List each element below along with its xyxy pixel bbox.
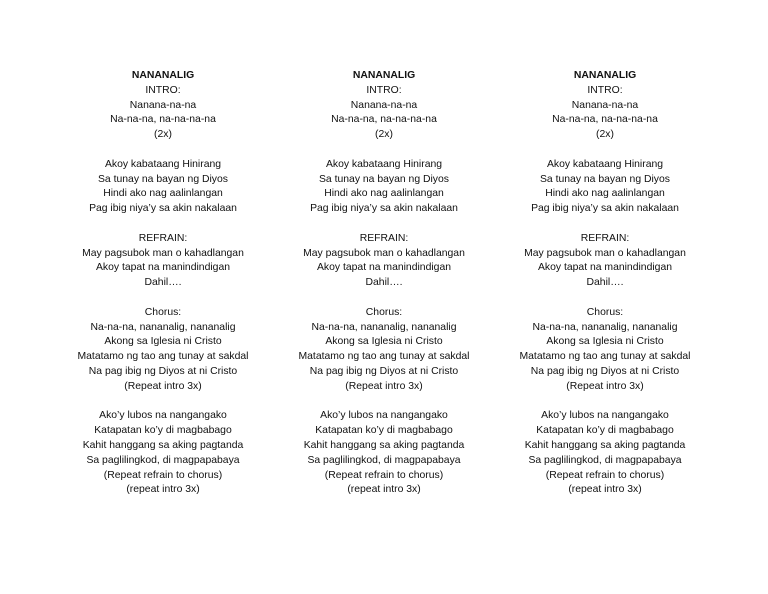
outro-line: Ako’y lubos na nangangako [541,410,669,422]
outro-line: Katapatan ko’y di magbabago [315,425,453,437]
verse-line: Hindi ako nag aalinlangan [324,188,444,200]
chorus-label: Chorus: [365,306,403,318]
refrain-label: REFRAIN: [138,232,188,244]
chorus-line: Na pag ibig ng Diyos at ni Cristo [309,365,459,377]
outro-line: Sa paglilingkod, di magpapabaya [307,454,461,466]
chorus-line: Akong sa Iglesia ni Cristo [546,336,664,348]
stanza-gap [43,217,283,232]
outro-line: Ako’y lubos na nangangako [99,410,227,422]
stanza-gap [485,143,725,158]
outro-line: Ako’y lubos na nangangako [320,410,448,422]
song-title: NANANALIG [573,70,637,81]
chorus-note: (Repeat intro 3x) [345,380,423,392]
intro-label: INTRO: [366,84,402,96]
outro-line: Kahit hanggang sa aking pagtanda [303,439,465,451]
outro-note: (repeat intro 3x) [568,484,642,496]
intro-line: Na-na-na, na-na-na-na [331,114,437,126]
refrain-label: REFRAIN: [580,232,630,244]
chorus-line: Na-na-na, nananalig, nananalig [311,321,457,333]
chorus-line: Na pag ibig ng Diyos at ni Cristo [530,365,680,377]
verse-line: Sa tunay na bayan ng Diyos [540,173,670,185]
stanza-gap [485,291,725,306]
refrain-line: May pagsubok man o kahadlangan [524,247,686,259]
intro-label: INTRO: [145,84,181,96]
refrain-line: Akoy tapat na manindindigan [316,262,452,274]
outro-line: Kahit hanggang sa aking pagtanda [82,439,244,451]
outro-line: Katapatan ko’y di magbabago [536,425,674,437]
verse-line: Sa tunay na bayan ng Diyos [319,173,449,185]
outro-line: Katapatan ko’y di magbabago [94,425,232,437]
intro-line: Nanana-na-na [571,99,639,111]
outro-note: (Repeat refrain to chorus) [324,469,444,481]
lyrics-column-2 [264,69,504,498]
refrain-line: Dahil…. [365,277,403,289]
intro-line: Nanana-na-na [129,99,197,111]
chorus-line: Matatamo ng tao ang tunay at sakdal [519,351,691,363]
verse-line: Pag ibig niya’y sa akin nakalaan [531,203,679,215]
stanza-gap [43,143,283,158]
outro-note: (Repeat refrain to chorus) [545,469,665,481]
stanza-gap [485,395,725,410]
chorus-line: Matatamo ng tao ang tunay at sakdal [77,351,249,363]
stanza-gap [264,395,504,410]
refrain-line: May pagsubok man o kahadlangan [82,247,244,259]
chorus-line: Na-na-na, nananalig, nananalig [532,321,678,333]
intro-repeat: (2x) [154,129,172,141]
outro-line: Sa paglilingkod, di magpapabaya [86,454,240,466]
verse-line: Pag ibig niya’y sa akin nakalaan [310,203,458,215]
chorus-line: Akong sa Iglesia ni Cristo [104,336,222,348]
chorus-label: Chorus: [144,306,182,318]
verse-line: Pag ibig niya’y sa akin nakalaan [89,203,237,215]
verse-line: Akoy kabataang Hinirang [104,158,222,170]
stanza-gap [264,143,504,158]
chorus-line: Na-na-na, nananalig, nananalig [90,321,236,333]
intro-line: Na-na-na, na-na-na-na [110,114,216,126]
verse-line: Hindi ako nag aalinlangan [545,188,665,200]
song-title: NANANALIG [131,70,195,81]
intro-line: Na-na-na, na-na-na-na [552,114,658,126]
refrain-label: REFRAIN: [359,232,409,244]
chorus-line: Matatamo ng tao ang tunay at sakdal [298,351,470,363]
outro-line: Sa paglilingkod, di magpapabaya [528,454,682,466]
outro-line: Kahit hanggang sa aking pagtanda [524,439,686,451]
verse-line: Hindi ako nag aalinlangan [103,188,223,200]
song-title: NANANALIG [352,70,416,81]
refrain-line: Akoy tapat na manindindigan [95,262,231,274]
chorus-line: Akong sa Iglesia ni Cristo [325,336,443,348]
refrain-line: Dahil…. [586,277,624,289]
intro-line: Nanana-na-na [350,99,418,111]
verse-line: Akoy kabataang Hinirang [546,158,664,170]
outro-note: (Repeat refrain to chorus) [103,469,223,481]
stanza-gap [485,217,725,232]
outro-note: (repeat intro 3x) [347,484,421,496]
lyrics-column-3 [485,69,725,498]
stanza-gap [43,395,283,410]
refrain-line: Dahil…. [144,277,182,289]
chorus-note: (Repeat intro 3x) [124,380,202,392]
verse-line: Sa tunay na bayan ng Diyos [98,173,228,185]
intro-repeat: (2x) [375,129,393,141]
chorus-line: Na pag ibig ng Diyos at ni Cristo [88,365,238,377]
stanza-gap [43,291,283,306]
lyrics-column-1 [43,69,283,498]
stanza-gap [264,217,504,232]
verse-line: Akoy kabataang Hinirang [325,158,443,170]
chorus-label: Chorus: [586,306,624,318]
refrain-line: Akoy tapat na manindindigan [537,262,673,274]
outro-note: (repeat intro 3x) [126,484,200,496]
chorus-note: (Repeat intro 3x) [566,380,644,392]
stanza-gap [264,291,504,306]
refrain-line: May pagsubok man o kahadlangan [303,247,465,259]
intro-label: INTRO: [587,84,623,96]
intro-repeat: (2x) [596,129,614,141]
